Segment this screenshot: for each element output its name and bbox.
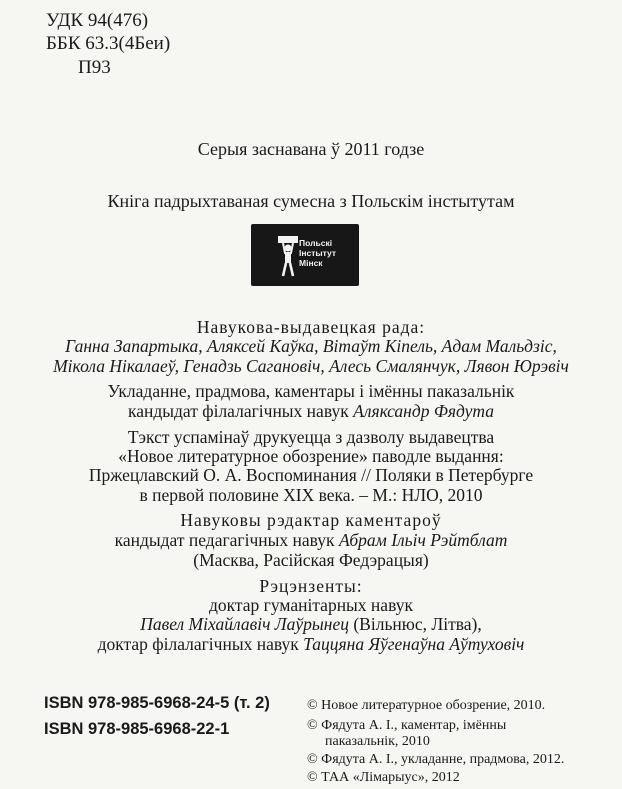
reprint-line4: в первой половине XIX века. – М.: НЛО, 2010 — [139, 485, 483, 505]
compiler-line1: Укладанне, прадмова, каментары і імённы паказальнік — [107, 381, 515, 401]
polish-institute-logo — [251, 224, 359, 286]
copyright-compilation: © Фядута А. І., укладанне, прадмова, 2012. — [307, 752, 565, 767]
reprint-line1: Тэкст успамінаў друкуецца з дазволу выдавецтва — [127, 427, 495, 447]
preparation-note: Кніга падрыхтаваная сумесна з Польскім інстытутам — [107, 191, 515, 211]
reviewer1-name: Павел Міхайлавіч Лаўрынец — [140, 614, 349, 634]
board-members-line1: Ганна Запартыка, Аляксей Каўка, Вітаўт Кіпель, Адам Мальдзіс, — [65, 336, 557, 356]
copyright-publisher: © Новое литературное обозрение, 2010. — [307, 698, 546, 713]
reprint-line2: «Новое литературное обозрение» паводле выдання: — [118, 446, 504, 466]
logo-text: Польскі Інстытут Мінск — [299, 238, 337, 268]
reviewer1-line — [0, 614, 622, 635]
series-note: Серыя заснавана ў 2011 годзе — [197, 139, 425, 159]
isbn-volume: ISBN 978-985-6968-24-5 (т. 2) — [44, 694, 270, 712]
udk-code: УДК 94(476) — [46, 10, 149, 31]
compiler-title: кандыдат філалагічных навук — [127, 401, 354, 421]
isbn-set: ISBN 978-985-6968-22-1 — [44, 720, 230, 738]
compiler-line2 — [0, 401, 622, 422]
board-heading: Навукова-выдавецкая рада: — [196, 317, 426, 337]
reviewer1-title: доктар гуманітарных навук — [208, 595, 413, 615]
compiler-name: Аляксандр Фядута — [353, 401, 495, 421]
figure-icon — [277, 234, 299, 278]
editor-name: Абрам Ільіч Рэйтблат — [338, 530, 508, 550]
copyright-commentary: © Фядута А. І., каментар, імённы — [307, 718, 507, 733]
editor-title: кандыдат педагагічных навук — [114, 530, 339, 550]
editor-line1 — [0, 530, 622, 551]
reviewer2-title: доктар філалагічных навук — [97, 634, 304, 654]
copyright-commentary-cont: паказальнік, 2010 — [325, 734, 430, 749]
reviewers-heading: Рэцэнзенты: — [259, 576, 363, 596]
board-members-line2: Мікола Нікалаеў, Генадзь Сагановіч, Алесь Смалянчук, Лявон Юрэвіч — [53, 356, 569, 376]
author-code: П93 — [78, 57, 111, 78]
editor-heading: Навуковы рэдактар каментароў — [180, 510, 442, 530]
reviewer2-name: Таццяна Яўгенаўна Аўтуховіч — [303, 634, 525, 654]
reviewer2-line — [0, 634, 622, 655]
bbk-code: ББК 63.3(4Беи) — [46, 33, 171, 54]
reviewer1-location: (Вільнюс, Літва), — [348, 614, 482, 634]
editor-location: (Масква, Расійская Федэрацыя) — [193, 550, 429, 570]
copyright-limarius: © ТАА «Лімарыус», 2012 — [307, 770, 460, 785]
reprint-line3: Пржецлавский О. А. Воспоминания // Поляки в Петербурге — [88, 465, 534, 485]
